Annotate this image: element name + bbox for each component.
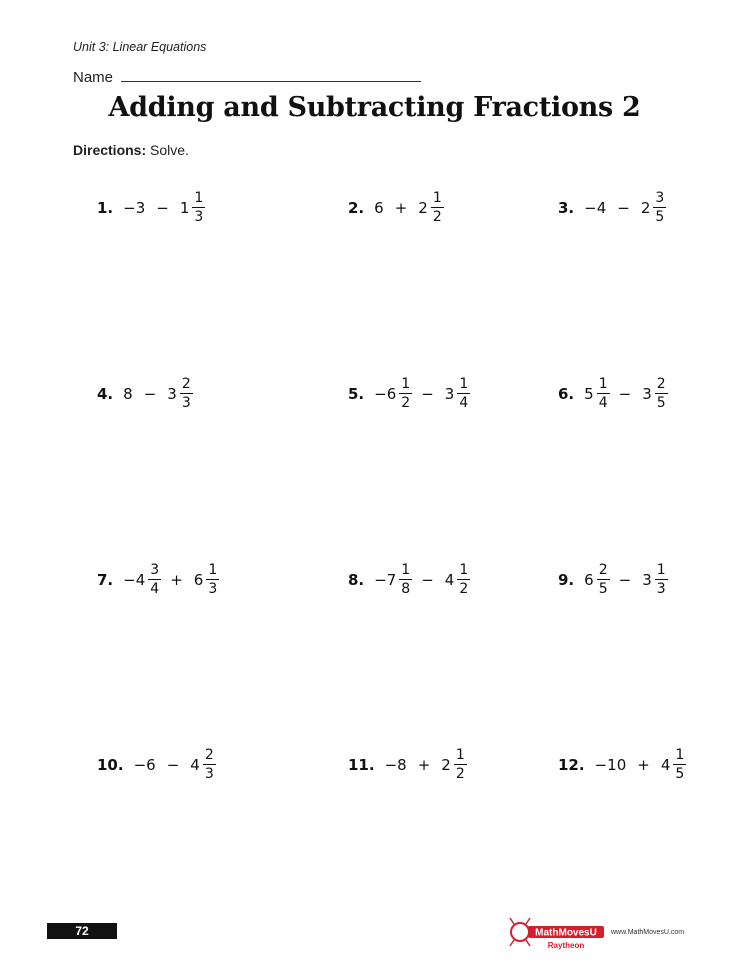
fraction [457, 377, 470, 410]
operator: − [421, 384, 434, 403]
directions [73, 142, 189, 158]
problem-number: 7. [97, 570, 114, 589]
denominator: 2 [432, 209, 442, 225]
operator: − [156, 198, 169, 217]
whole-number: 6 [374, 198, 384, 217]
denominator: 3 [194, 209, 204, 225]
fraction [597, 563, 610, 596]
numerator: 3 [150, 562, 160, 578]
problem-6 [558, 377, 668, 410]
whole-number: 4 [444, 570, 455, 589]
numerator: 3 [655, 190, 665, 206]
numerator: 1 [401, 562, 411, 578]
unit-label: Unit 3: Linear Equations [73, 40, 207, 54]
fraction [457, 563, 470, 596]
website-url: www.MathMovesU.com [611, 929, 685, 936]
whole-number: 4 [660, 755, 671, 774]
fraction [655, 563, 668, 596]
operator: − [421, 570, 434, 589]
denominator: 4 [598, 395, 608, 411]
problem-number: 11. [348, 755, 375, 774]
denominator: 2 [455, 766, 465, 782]
denominator: 8 [401, 581, 411, 597]
fraction [206, 563, 219, 596]
denominator: 5 [655, 209, 665, 225]
denominator: 3 [208, 581, 218, 597]
whole-number: 5 [584, 384, 594, 403]
problem-5 [348, 377, 470, 410]
denominator: 4 [459, 395, 469, 411]
numerator: 1 [208, 562, 218, 578]
directions-text: Solve. [146, 142, 189, 158]
operator: − [618, 384, 632, 403]
whole-number: 8 [123, 384, 133, 403]
whole-number: −4 [123, 570, 146, 589]
problem-10 [97, 748, 216, 781]
whole-number: −8 [384, 755, 407, 774]
fraction [192, 191, 205, 224]
whole-number: −6 [374, 384, 397, 403]
problem-number: 9. [558, 570, 575, 589]
whole-number: 3 [642, 384, 652, 403]
operator: − [617, 198, 630, 217]
fraction [673, 748, 686, 781]
fraction [399, 377, 412, 410]
whole-number: −4 [584, 198, 607, 217]
fraction [655, 377, 668, 410]
whole-number: 4 [190, 755, 200, 774]
problem-number: 12. [558, 755, 585, 774]
mathmovesu-logo-icon [508, 912, 606, 952]
numerator: 1 [598, 376, 608, 392]
problem-number: 10. [97, 755, 124, 774]
logo-sub: Raytheon [547, 941, 585, 950]
whole-number: −6 [133, 755, 156, 774]
numerator: 1 [401, 376, 411, 392]
operator: − [618, 570, 632, 589]
numerator: 2 [181, 376, 191, 392]
fraction [431, 191, 444, 224]
whole-number: 2 [640, 198, 651, 217]
numerator: 1 [675, 747, 685, 763]
problem-number: 4. [97, 384, 114, 403]
denominator: 5 [675, 766, 685, 782]
problem-3 [558, 191, 666, 224]
operator: + [394, 198, 408, 217]
whole-number: 3 [444, 384, 455, 403]
fraction [597, 377, 610, 410]
whole-number: 6 [584, 570, 594, 589]
numerator: 1 [432, 190, 442, 206]
whole-number: −3 [123, 198, 146, 217]
operator: + [417, 755, 431, 774]
problem-2 [348, 191, 444, 224]
whole-number: 6 [193, 570, 204, 589]
denominator: 2 [459, 581, 469, 597]
problem-1 [97, 191, 205, 224]
problem-4 [97, 377, 193, 410]
problem-number: 5. [348, 384, 365, 403]
page-number: 72 [47, 923, 117, 939]
name-field [73, 69, 421, 86]
denominator: 4 [150, 581, 160, 597]
numerator: 2 [656, 376, 666, 392]
whole-number: 3 [642, 570, 652, 589]
denominator: 3 [204, 766, 214, 782]
denominator: 3 [656, 581, 666, 597]
denominator: 5 [656, 395, 666, 411]
problem-number: 3. [558, 198, 575, 217]
numerator: 2 [204, 747, 214, 763]
logo-text: MathMovesU [535, 927, 597, 939]
page-title: Adding and Subtracting Fractions 2 [108, 92, 641, 123]
fraction [653, 191, 666, 224]
numerator: 1 [656, 562, 666, 578]
problem-8 [348, 563, 470, 596]
whole-number: 1 [179, 198, 190, 217]
whole-number: 2 [418, 198, 428, 217]
whole-number: −7 [374, 570, 397, 589]
operator: + [170, 570, 183, 589]
fraction [148, 563, 161, 596]
problem-number: 6. [558, 384, 575, 403]
name-label: Name [73, 69, 114, 86]
fraction [399, 563, 412, 596]
numerator: 1 [455, 747, 465, 763]
problem-number: 8. [348, 570, 365, 589]
fraction [203, 748, 216, 781]
problem-9 [558, 563, 668, 596]
problem-12 [558, 748, 686, 781]
problem-number: 2. [348, 198, 365, 217]
denominator: 3 [181, 395, 191, 411]
whole-number: 2 [441, 755, 451, 774]
denominator: 5 [598, 581, 608, 597]
whole-number: −10 [594, 755, 627, 774]
denominator: 2 [401, 395, 411, 411]
numerator: 1 [194, 190, 204, 206]
problem-11 [348, 748, 467, 781]
operator: − [166, 755, 180, 774]
problem-7 [97, 563, 219, 596]
fraction [454, 748, 467, 781]
numerator: 1 [459, 562, 469, 578]
fraction [180, 377, 193, 410]
problem-number: 1. [97, 198, 114, 217]
numerator: 2 [598, 562, 608, 578]
operator: + [637, 755, 650, 774]
whole-number: 3 [167, 384, 177, 403]
operator: − [143, 384, 157, 403]
numerator: 1 [459, 376, 469, 392]
directions-label: Directions: [73, 142, 147, 158]
name-blank-line[interactable] [121, 69, 421, 82]
